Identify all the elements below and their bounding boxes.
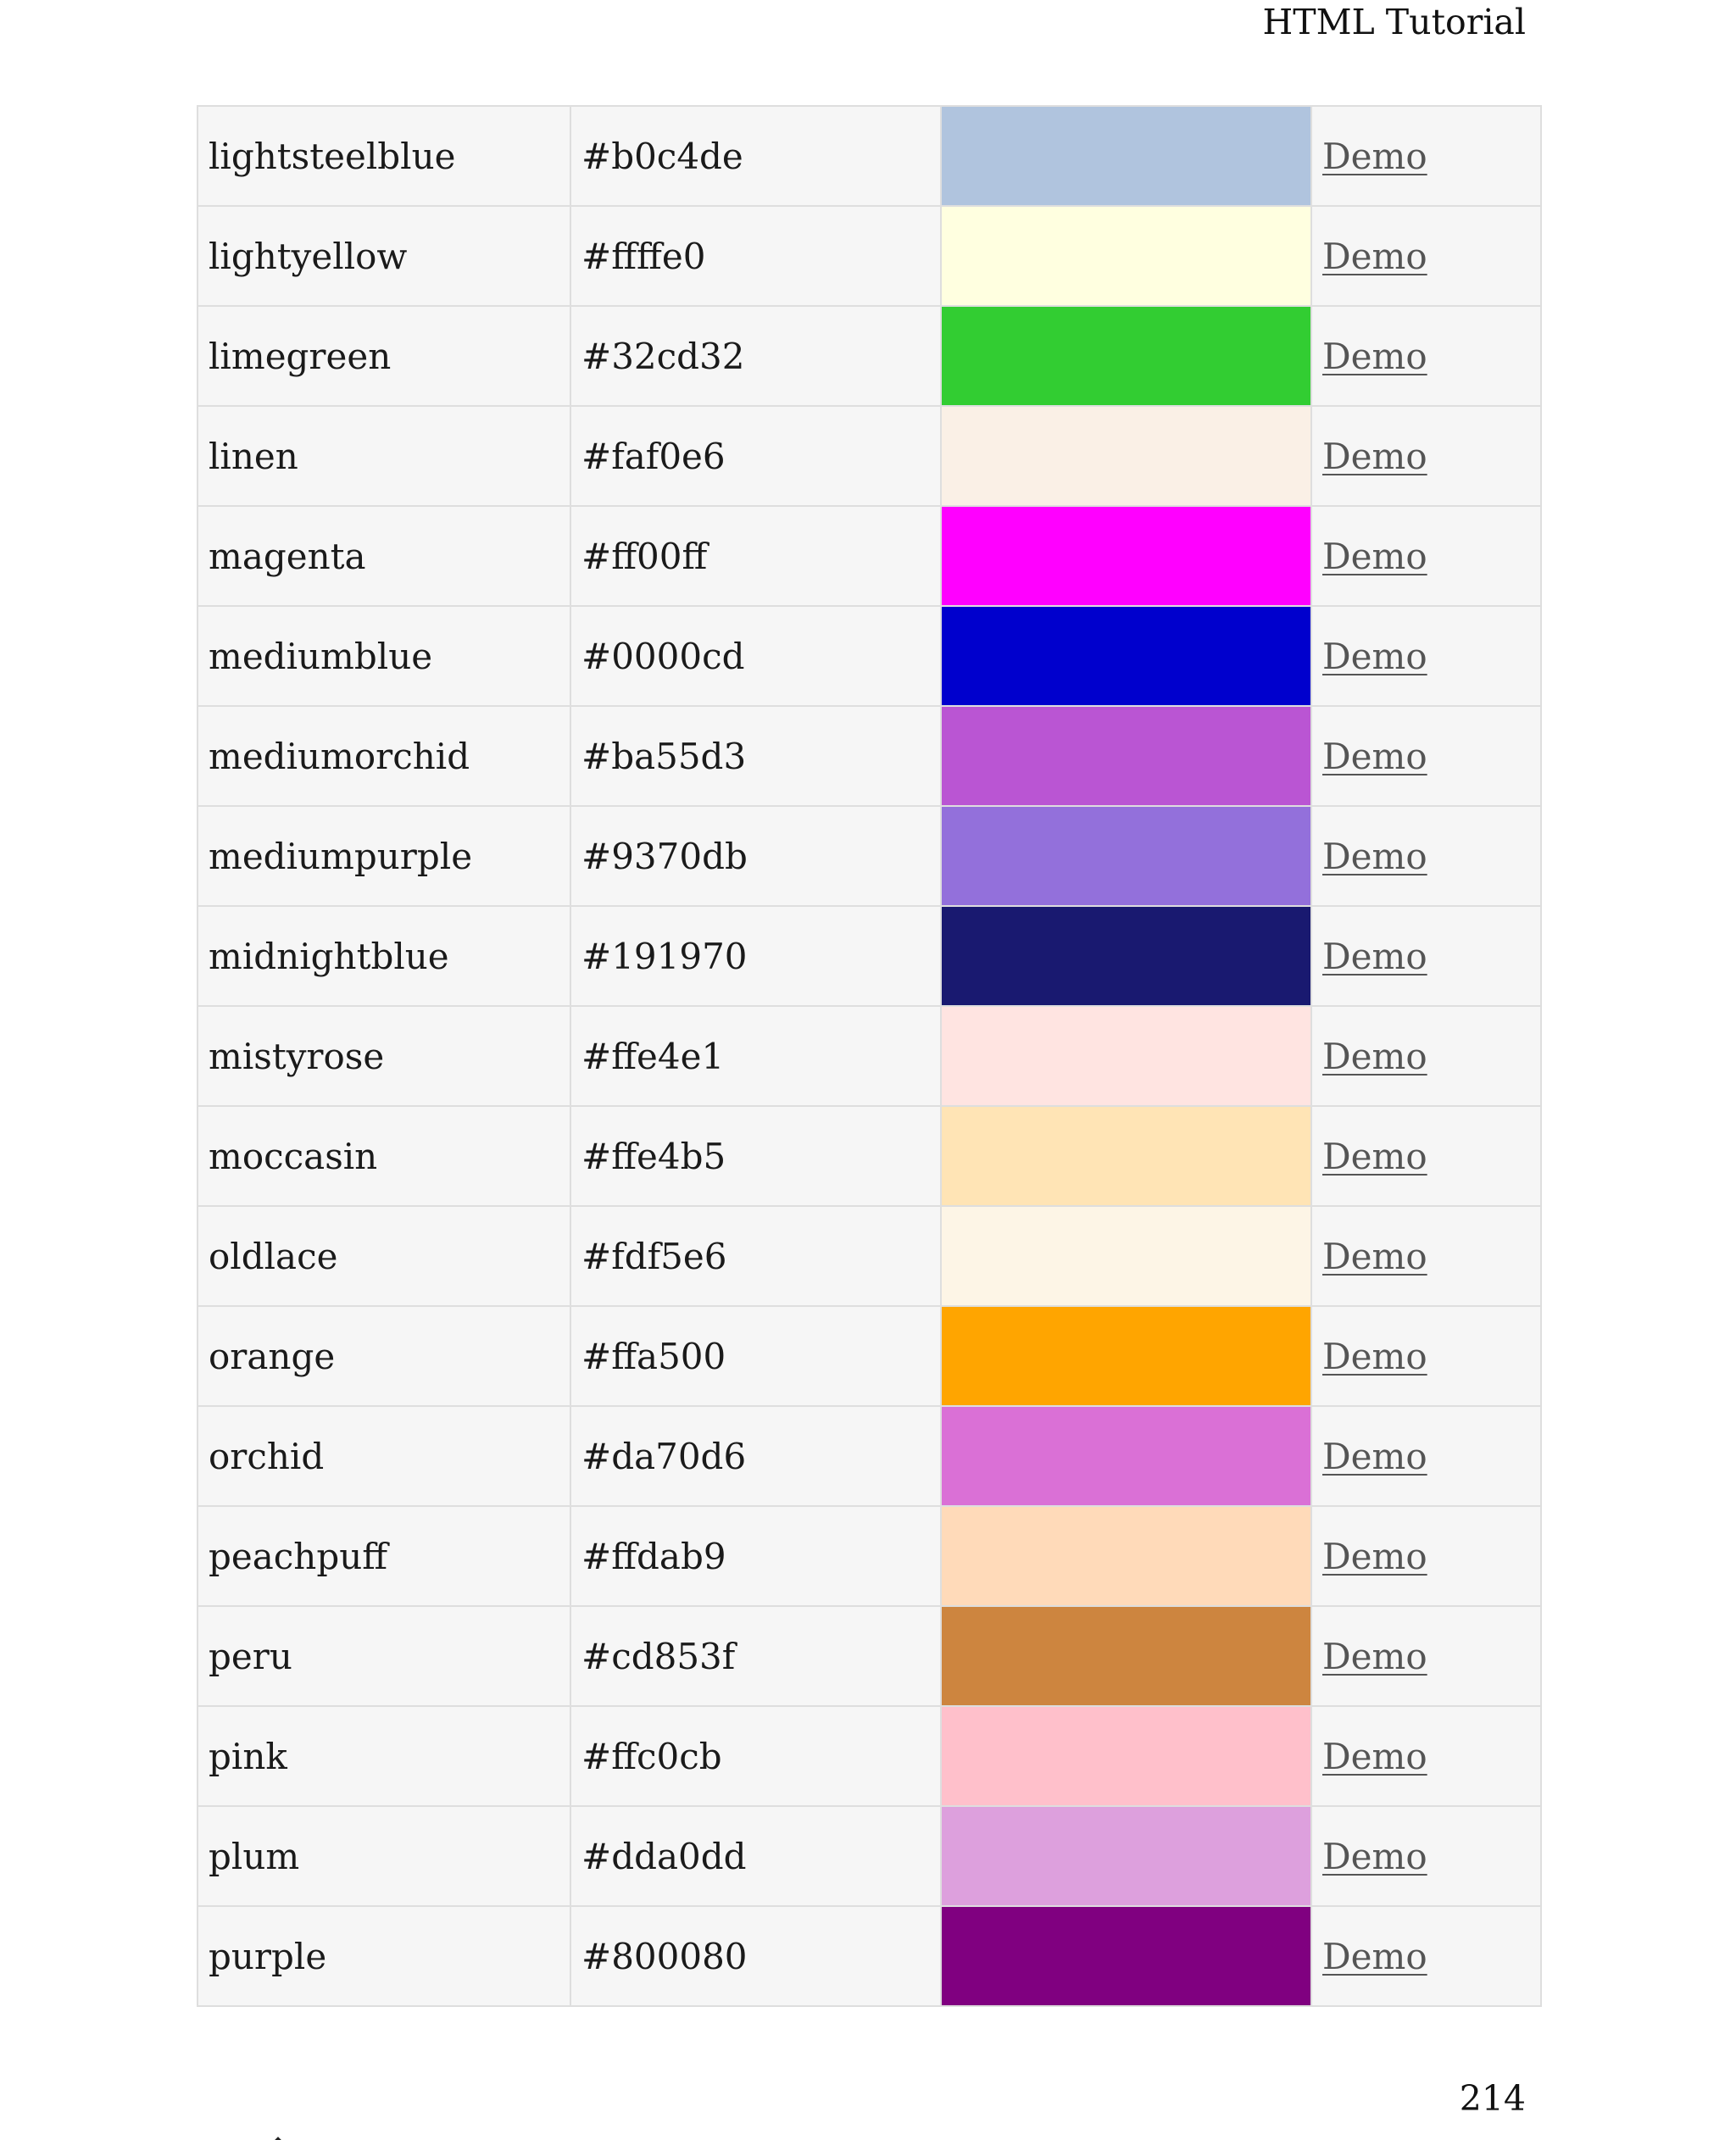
color-name-cell: moccasin — [198, 1106, 570, 1206]
color-names-table — [197, 105, 1542, 2007]
color-hex-cell: #191970 — [570, 906, 941, 1006]
color-name-cell: limegreen — [198, 306, 570, 406]
color-swatch — [941, 1306, 1311, 1406]
demo-link[interactable]: Demo — [1322, 935, 1427, 977]
demo-link-cell — [1311, 1606, 1541, 1706]
color-row — [198, 806, 1541, 906]
color-row — [198, 606, 1541, 706]
color-name-cell: magenta — [198, 506, 570, 606]
demo-link-cell — [1311, 1306, 1541, 1406]
color-name-cell: lightsteelblue — [198, 106, 570, 206]
color-name-cell: orange — [198, 1306, 570, 1406]
color-row — [198, 1306, 1541, 1406]
color-name-cell: mediumorchid — [198, 706, 570, 806]
color-name-cell: mediumblue — [198, 606, 570, 706]
demo-link-cell — [1311, 1406, 1541, 1506]
demo-link[interactable]: Demo — [1322, 1935, 1427, 1977]
color-row — [198, 1706, 1541, 1806]
color-row — [198, 1106, 1541, 1206]
demo-link[interactable]: Demo — [1322, 735, 1427, 777]
demo-link[interactable]: Demo — [1322, 235, 1427, 277]
color-name-cell: linen — [198, 406, 570, 506]
demo-link[interactable]: Demo — [1322, 535, 1427, 577]
color-swatch — [941, 1706, 1311, 1806]
color-hex-cell: #dda0dd — [570, 1806, 941, 1906]
color-swatch — [941, 1906, 1311, 2006]
color-row — [198, 406, 1541, 506]
color-row — [198, 906, 1541, 1006]
color-swatch — [941, 1106, 1311, 1206]
color-hex-cell: #800080 — [570, 1906, 941, 2006]
color-swatch — [941, 306, 1311, 406]
demo-link[interactable]: Demo — [1322, 135, 1427, 177]
color-name-cell: peru — [198, 1606, 570, 1706]
demo-link-cell — [1311, 1106, 1541, 1206]
demo-link[interactable]: Demo — [1322, 635, 1427, 677]
color-row — [198, 106, 1541, 206]
color-row — [198, 1406, 1541, 1506]
demo-link-cell — [1311, 206, 1541, 306]
demo-link[interactable]: Demo — [1322, 1135, 1427, 1177]
demo-link[interactable]: Demo — [1322, 1835, 1427, 1877]
color-swatch — [941, 106, 1311, 206]
demo-link[interactable]: Demo — [1322, 1635, 1427, 1677]
color-hex-cell: #b0c4de — [570, 106, 941, 206]
color-name-cell: oldlace — [198, 1206, 570, 1306]
color-hex-cell: #ffe4e1 — [570, 1006, 941, 1106]
demo-link-cell — [1311, 806, 1541, 906]
demo-link-cell — [1311, 506, 1541, 606]
color-name-cell: midnightblue — [198, 906, 570, 1006]
color-swatch — [941, 806, 1311, 906]
page-number: 214 — [1459, 2078, 1526, 2119]
color-name-cell: purple — [198, 1906, 570, 2006]
color-row — [198, 306, 1541, 406]
color-swatch — [941, 1606, 1311, 1706]
color-name-cell: plum — [198, 1806, 570, 1906]
color-swatch — [941, 606, 1311, 706]
color-name-cell: lightyellow — [198, 206, 570, 306]
color-name-cell: orchid — [198, 1406, 570, 1506]
demo-link[interactable]: Demo — [1322, 1235, 1427, 1277]
color-hex-cell: #ffffe0 — [570, 206, 941, 306]
demo-link[interactable]: Demo — [1322, 1335, 1427, 1377]
color-hex-cell: #ffc0cb — [570, 1706, 941, 1806]
color-hex-cell: #fdf5e6 — [570, 1206, 941, 1306]
color-swatch — [941, 1406, 1311, 1506]
demo-link[interactable]: Demo — [1322, 835, 1427, 877]
color-hex-cell: #ffdab9 — [570, 1506, 941, 1606]
color-row — [198, 1006, 1541, 1106]
demo-link-cell — [1311, 1506, 1541, 1606]
color-row — [198, 206, 1541, 306]
color-row — [198, 1506, 1541, 1606]
color-row — [198, 1906, 1541, 2006]
demo-link-cell — [1311, 1006, 1541, 1106]
color-hex-cell: #ba55d3 — [570, 706, 941, 806]
demo-link-cell — [1311, 406, 1541, 506]
color-hex-cell: #ffa500 — [570, 1306, 941, 1406]
demo-link[interactable]: Demo — [1322, 335, 1427, 377]
demo-link[interactable]: Demo — [1322, 1735, 1427, 1777]
demo-link[interactable]: Demo — [1322, 1035, 1427, 1077]
page-header-title: HTML Tutorial — [1262, 2, 1526, 42]
color-hex-cell: #ffe4b5 — [570, 1106, 941, 1206]
demo-link-cell — [1311, 106, 1541, 206]
demo-link-cell — [1311, 1806, 1541, 1906]
color-swatch — [941, 1506, 1311, 1606]
color-hex-cell: #9370db — [570, 806, 941, 906]
color-swatch — [941, 1206, 1311, 1306]
color-row — [198, 1606, 1541, 1706]
color-swatch — [941, 406, 1311, 506]
color-row — [198, 506, 1541, 606]
demo-link[interactable]: Demo — [1322, 1535, 1427, 1577]
color-swatch — [941, 1806, 1311, 1906]
demo-link[interactable]: Demo — [1322, 435, 1427, 477]
demo-link-cell — [1311, 1906, 1541, 2006]
color-hex-cell: #da70d6 — [570, 1406, 941, 1506]
color-swatch — [941, 906, 1311, 1006]
color-hex-cell: #cd853f — [570, 1606, 941, 1706]
chevron-up-icon[interactable] — [254, 2126, 302, 2140]
demo-link-cell — [1311, 706, 1541, 806]
color-swatch — [941, 706, 1311, 806]
color-hex-cell: #0000cd — [570, 606, 941, 706]
color-name-cell: mistyrose — [198, 1006, 570, 1106]
demo-link-cell — [1311, 906, 1541, 1006]
demo-link-cell — [1311, 1206, 1541, 1306]
color-hex-cell: #32cd32 — [570, 306, 941, 406]
color-name-cell: pink — [198, 1706, 570, 1806]
color-swatch — [941, 506, 1311, 606]
color-swatch — [941, 1006, 1311, 1106]
color-row — [198, 706, 1541, 806]
demo-link-cell — [1311, 606, 1541, 706]
color-name-cell: peachpuff — [198, 1506, 570, 1606]
color-hex-cell: #ff00ff — [570, 506, 941, 606]
color-swatch — [941, 206, 1311, 306]
color-row — [198, 1206, 1541, 1306]
demo-link-cell — [1311, 306, 1541, 406]
demo-link-cell — [1311, 1706, 1541, 1806]
color-row — [198, 1806, 1541, 1906]
color-hex-cell: #faf0e6 — [570, 406, 941, 506]
color-name-cell: mediumpurple — [198, 806, 570, 906]
demo-link[interactable]: Demo — [1322, 1435, 1427, 1477]
